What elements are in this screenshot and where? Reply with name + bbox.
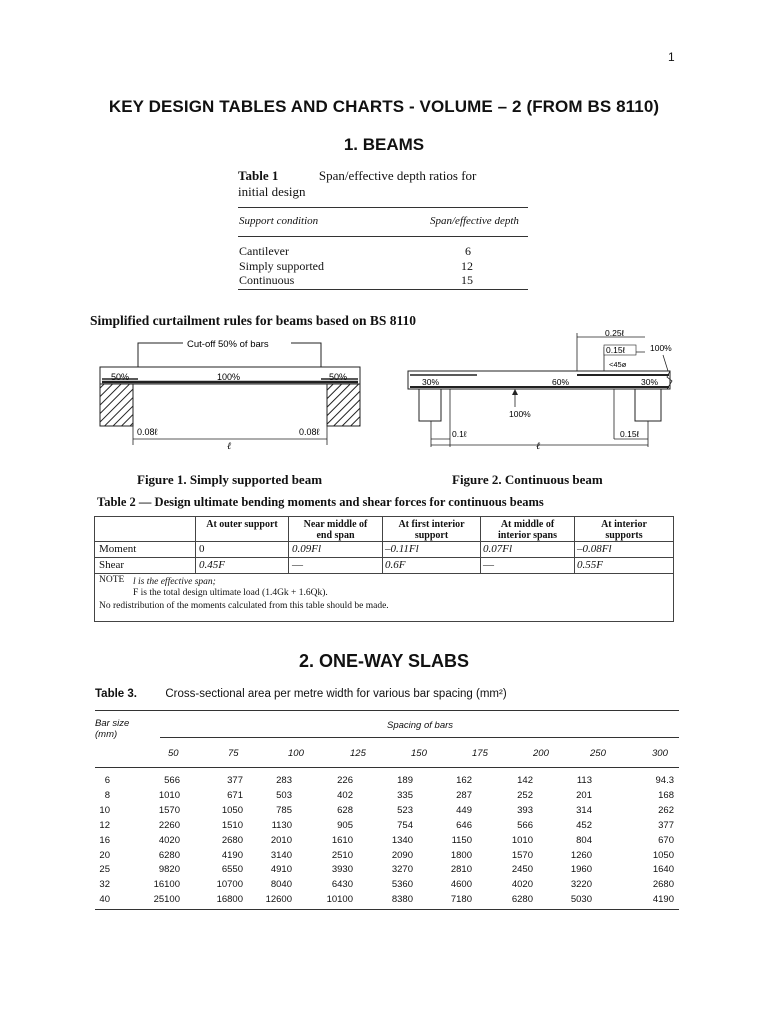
table3-cell: 9820 [158, 864, 180, 876]
label-left-30: 30% [422, 377, 440, 387]
label-right-dim: 0.15ℓ [620, 429, 640, 439]
table3-spacing-header-row [95, 748, 679, 760]
table3-cell: 393 [517, 804, 533, 816]
table3-cell: 2810 [450, 864, 472, 876]
support-left [100, 384, 133, 426]
table3-cell: 189 [397, 775, 413, 786]
document-title: KEY DESIGN TABLES AND CHARTS - VOLUME – 2 (FROM BS 8110) [108, 97, 660, 116]
table3-cell: 804 [576, 834, 592, 846]
table3-cell: 6280 [511, 894, 533, 906]
table3-cell: 754 [397, 819, 413, 831]
table3-caption [95, 688, 507, 700]
table2-header: At interior supports [601, 519, 647, 541]
table1-rule-bottom [238, 289, 528, 290]
label-mid-60: 60% [552, 377, 570, 387]
label-top-100: 100% [650, 343, 672, 353]
table3-row [95, 820, 679, 832]
section-heading-slabs: 2. ONE-WAY SLABS [298, 651, 470, 671]
table1-cell-condition: Continuous [239, 273, 295, 287]
table3-cell: 4600 [450, 879, 472, 891]
table3-cell: 16100 [153, 879, 180, 891]
table3-cell: 1050 [221, 804, 243, 816]
figure2-continuous-beam [405, 327, 690, 452]
table3-cell: 1050 [652, 849, 674, 861]
table1-rule-top [238, 207, 528, 208]
figure1-simply-supported-beam [95, 333, 367, 455]
cutoff-label: Cut-off 50% of bars [187, 339, 269, 350]
table2-note-line1: l is the effective span; [133, 577, 216, 587]
label-left-pct: 50% [111, 372, 130, 382]
table3-spacing-header: 250 [590, 748, 606, 759]
table3-bar-size: 20 [99, 849, 110, 861]
table3-cell: 4910 [270, 864, 292, 876]
table3-cell: 142 [517, 775, 533, 786]
table3-cell: 262 [658, 804, 674, 816]
table3-bar-size: 40 [99, 894, 110, 906]
support-right [635, 389, 661, 421]
table3-bar-size: 8 [104, 789, 110, 801]
table3-header-bar-size: Bar size (mm) [95, 718, 130, 740]
table3-rule-bottom [95, 909, 679, 910]
table3-cell: 2010 [270, 834, 292, 846]
table3-cell: 10700 [216, 879, 243, 891]
table3-cell: 2680 [652, 879, 674, 891]
table1-caption-line2: initial design [238, 184, 306, 199]
table3-cell: 226 [337, 775, 353, 786]
table3-spacing-header: 50 [168, 748, 179, 759]
table3-cell: 5030 [570, 894, 592, 906]
table2-cell: — [483, 559, 494, 571]
table1-caption [238, 168, 538, 200]
table3-cell: 4190 [652, 894, 674, 906]
section-heading-beams: 1. BEAMS [343, 135, 425, 154]
table3-cell: 452 [576, 819, 592, 831]
table3-cell: 1960 [570, 864, 592, 876]
table3-cell: 566 [164, 775, 180, 786]
table3-cell: 6430 [331, 879, 353, 891]
table3-cell: 6280 [158, 849, 180, 861]
table1-cell-ratio: 15 [461, 273, 473, 287]
table3-cell: 2510 [331, 849, 353, 861]
table3-cell: 1570 [158, 804, 180, 816]
label-025: 0.25ℓ [605, 328, 625, 338]
table2-note-line3: No redistribution of the moments calculated from this table should be made. [99, 601, 389, 611]
table3-cell: 5360 [391, 879, 413, 891]
table3-cell: 6550 [221, 864, 243, 876]
table2-header: At first interior support [398, 519, 465, 541]
table3-cell: 113 [576, 775, 592, 786]
table3-cell: 1640 [652, 864, 674, 876]
table3-cell: 201 [576, 789, 592, 801]
table2-cell: 0.55F [577, 559, 603, 571]
table3-header-spacing: Spacing of bars [387, 720, 454, 731]
table2-header: At outer support [206, 519, 278, 530]
table3-spacing-header: 175 [472, 748, 488, 759]
table2-cell: — [292, 559, 303, 571]
table3-spacing-header: 200 [533, 748, 549, 759]
table3-cell: 670 [658, 834, 674, 846]
table1-caption-line1: Span/effective depth ratios for [318, 168, 477, 183]
table3-cell: 2090 [391, 849, 413, 861]
table3-cell: 162 [456, 775, 472, 786]
table1-header-condition: Support condition [239, 215, 319, 227]
table3-cell: 1260 [570, 849, 592, 861]
table3-cell: 646 [456, 819, 472, 831]
table3-cell: 377 [227, 775, 243, 786]
table3-rule-header [95, 767, 679, 768]
table1-cell-ratio: 12 [461, 259, 473, 273]
table2-cell: 0 [199, 543, 205, 555]
table1-label: Table 1 [238, 168, 279, 183]
table2-cell: –0.11Fl [385, 543, 419, 555]
table3-cell: 283 [276, 775, 292, 786]
table3-caption-text: Cross-sectional area per metre width for various bar spacing (mm²) [165, 688, 507, 700]
label-mid-pct: 100% [217, 372, 241, 382]
table3-cell: 25100 [153, 894, 180, 906]
table3-bar-size: 32 [99, 879, 110, 891]
table3-cell: 3140 [270, 849, 292, 861]
table3-label: Table 3. [95, 688, 137, 700]
label-left-dim: 0.1ℓ [452, 429, 467, 439]
table3-row [95, 879, 679, 891]
table1-cell-ratio: 6 [465, 244, 471, 258]
table3-cell: 905 [337, 819, 353, 831]
table3-cell: 7180 [450, 894, 472, 906]
table3-cell: 335 [397, 789, 413, 801]
table3-cell: 168 [658, 789, 674, 801]
table3-cell: 287 [456, 789, 472, 801]
table3-spacing-header: 100 [288, 748, 304, 759]
figure2-caption: Figure 2. Continuous beam [452, 472, 603, 487]
table3-cell: 1340 [391, 834, 413, 846]
table2-note-line2: F is the total design ultimate load (1.4Gk + 1.6Qk). [133, 588, 328, 598]
table3-cell: 1010 [511, 834, 533, 846]
table3-cell: 2260 [158, 819, 180, 831]
table3-cell: 1610 [331, 834, 353, 846]
label-right-dim: 0.08ℓ [299, 427, 320, 437]
table1-cell-condition: Simply supported [239, 259, 325, 273]
table3-cell: 785 [276, 804, 292, 816]
table3-cell: 8380 [391, 894, 413, 906]
table2-header: At middle of interior spans [498, 519, 557, 541]
table2-cell: 0.09Fl [292, 543, 322, 555]
table3-row [95, 864, 679, 876]
table3-spacing-header: 75 [228, 748, 239, 759]
table3-cell: 3930 [331, 864, 353, 876]
table3-row [95, 790, 679, 802]
table3-bar-size: 12 [99, 819, 110, 831]
table3-cell: 4020 [158, 834, 180, 846]
table3-cell: 8040 [270, 879, 292, 891]
table3-cell: 4020 [511, 879, 533, 891]
table1-header-ratio: Span/effective depth [430, 215, 519, 227]
table3-cell: 2450 [511, 864, 533, 876]
table3-cell: 16800 [216, 894, 243, 906]
table3-bar-size: 10 [99, 804, 110, 816]
table2-cell: 0.6F [385, 559, 406, 571]
table2-cell: 0.45F [199, 559, 225, 571]
table3-row [95, 835, 679, 847]
table3-row [95, 805, 679, 817]
table3-cell: 1800 [450, 849, 472, 861]
figure1-caption: Figure 1. Simply supported beam [137, 472, 323, 487]
label-right-30: 30% [641, 377, 659, 387]
table3-bar-size: 6 [104, 775, 110, 786]
label-bottom-100: 100% [509, 409, 531, 419]
table3-cell: 314 [576, 804, 592, 816]
table2-note-label: NOTE [99, 575, 125, 585]
table3-cell: 1510 [221, 819, 243, 831]
table2-header: Near middle of end span [303, 519, 368, 541]
arrow-up [512, 389, 518, 395]
table3-cell: 628 [337, 804, 353, 816]
table3-bar-size: 16 [99, 834, 110, 846]
table3-cell: 252 [517, 789, 533, 801]
table3-cell: 1150 [451, 834, 472, 846]
table3-row [95, 850, 679, 862]
table3-cell: 566 [517, 819, 533, 831]
table2-row-label: Moment [99, 543, 137, 555]
table3-cell: 402 [337, 789, 353, 801]
table2-cell: 0.07Fl [483, 543, 513, 555]
table3-cell: 94.3 [655, 775, 674, 786]
table2-row-label: Shear [99, 559, 125, 571]
table3-cell: 377 [658, 819, 674, 831]
table3-bar-size: 25 [99, 864, 110, 876]
table2-caption: Table 2 — Design ultimate bending moments and shear forces for continuous beams [97, 495, 544, 509]
table3-cell: 10100 [326, 894, 353, 906]
label-015-top: 0.15ℓ [606, 345, 626, 355]
label-span: ℓ [227, 441, 232, 452]
support-left [419, 389, 441, 421]
table3-rule-spacing [160, 737, 679, 738]
label-span: ℓ [536, 441, 541, 452]
table3-cell: 503 [276, 789, 292, 801]
curtailment-heading: Simplified curtailment rules for beams based on BS 8110 [90, 313, 417, 328]
table3-row [95, 894, 679, 906]
support-right [327, 384, 360, 426]
table3-cell: 671 [227, 789, 243, 801]
page-number: 1 [668, 50, 675, 64]
table3-cell: 1130 [271, 819, 292, 831]
table3-cell: 2680 [221, 834, 243, 846]
table2-cell: –0.08Fl [577, 543, 612, 555]
table3-cell: 1570 [511, 849, 533, 861]
table3-cell: 449 [456, 804, 472, 816]
label-left-dim: 0.08ℓ [137, 427, 158, 437]
table3-cell: 4190 [221, 849, 243, 861]
table3-rule-top [95, 710, 679, 711]
table3-cell: 1010 [158, 789, 180, 801]
table3-spacing-header: 150 [411, 748, 427, 759]
label-right-pct: 50% [329, 372, 348, 382]
table3-cell: 3220 [570, 879, 592, 891]
table3-spacing-header: 125 [350, 748, 366, 759]
table3-spacing-header: 300 [652, 748, 668, 759]
table3-cell: 3270 [391, 864, 413, 876]
table1-cell-condition: Cantilever [239, 244, 289, 258]
label-45: <45ø [609, 360, 627, 369]
table3-cell: 12600 [265, 894, 292, 906]
table1-rule-header [238, 236, 528, 237]
table3-row [95, 775, 679, 787]
table3-cell: 523 [397, 804, 413, 816]
table2-grid [94, 516, 674, 622]
